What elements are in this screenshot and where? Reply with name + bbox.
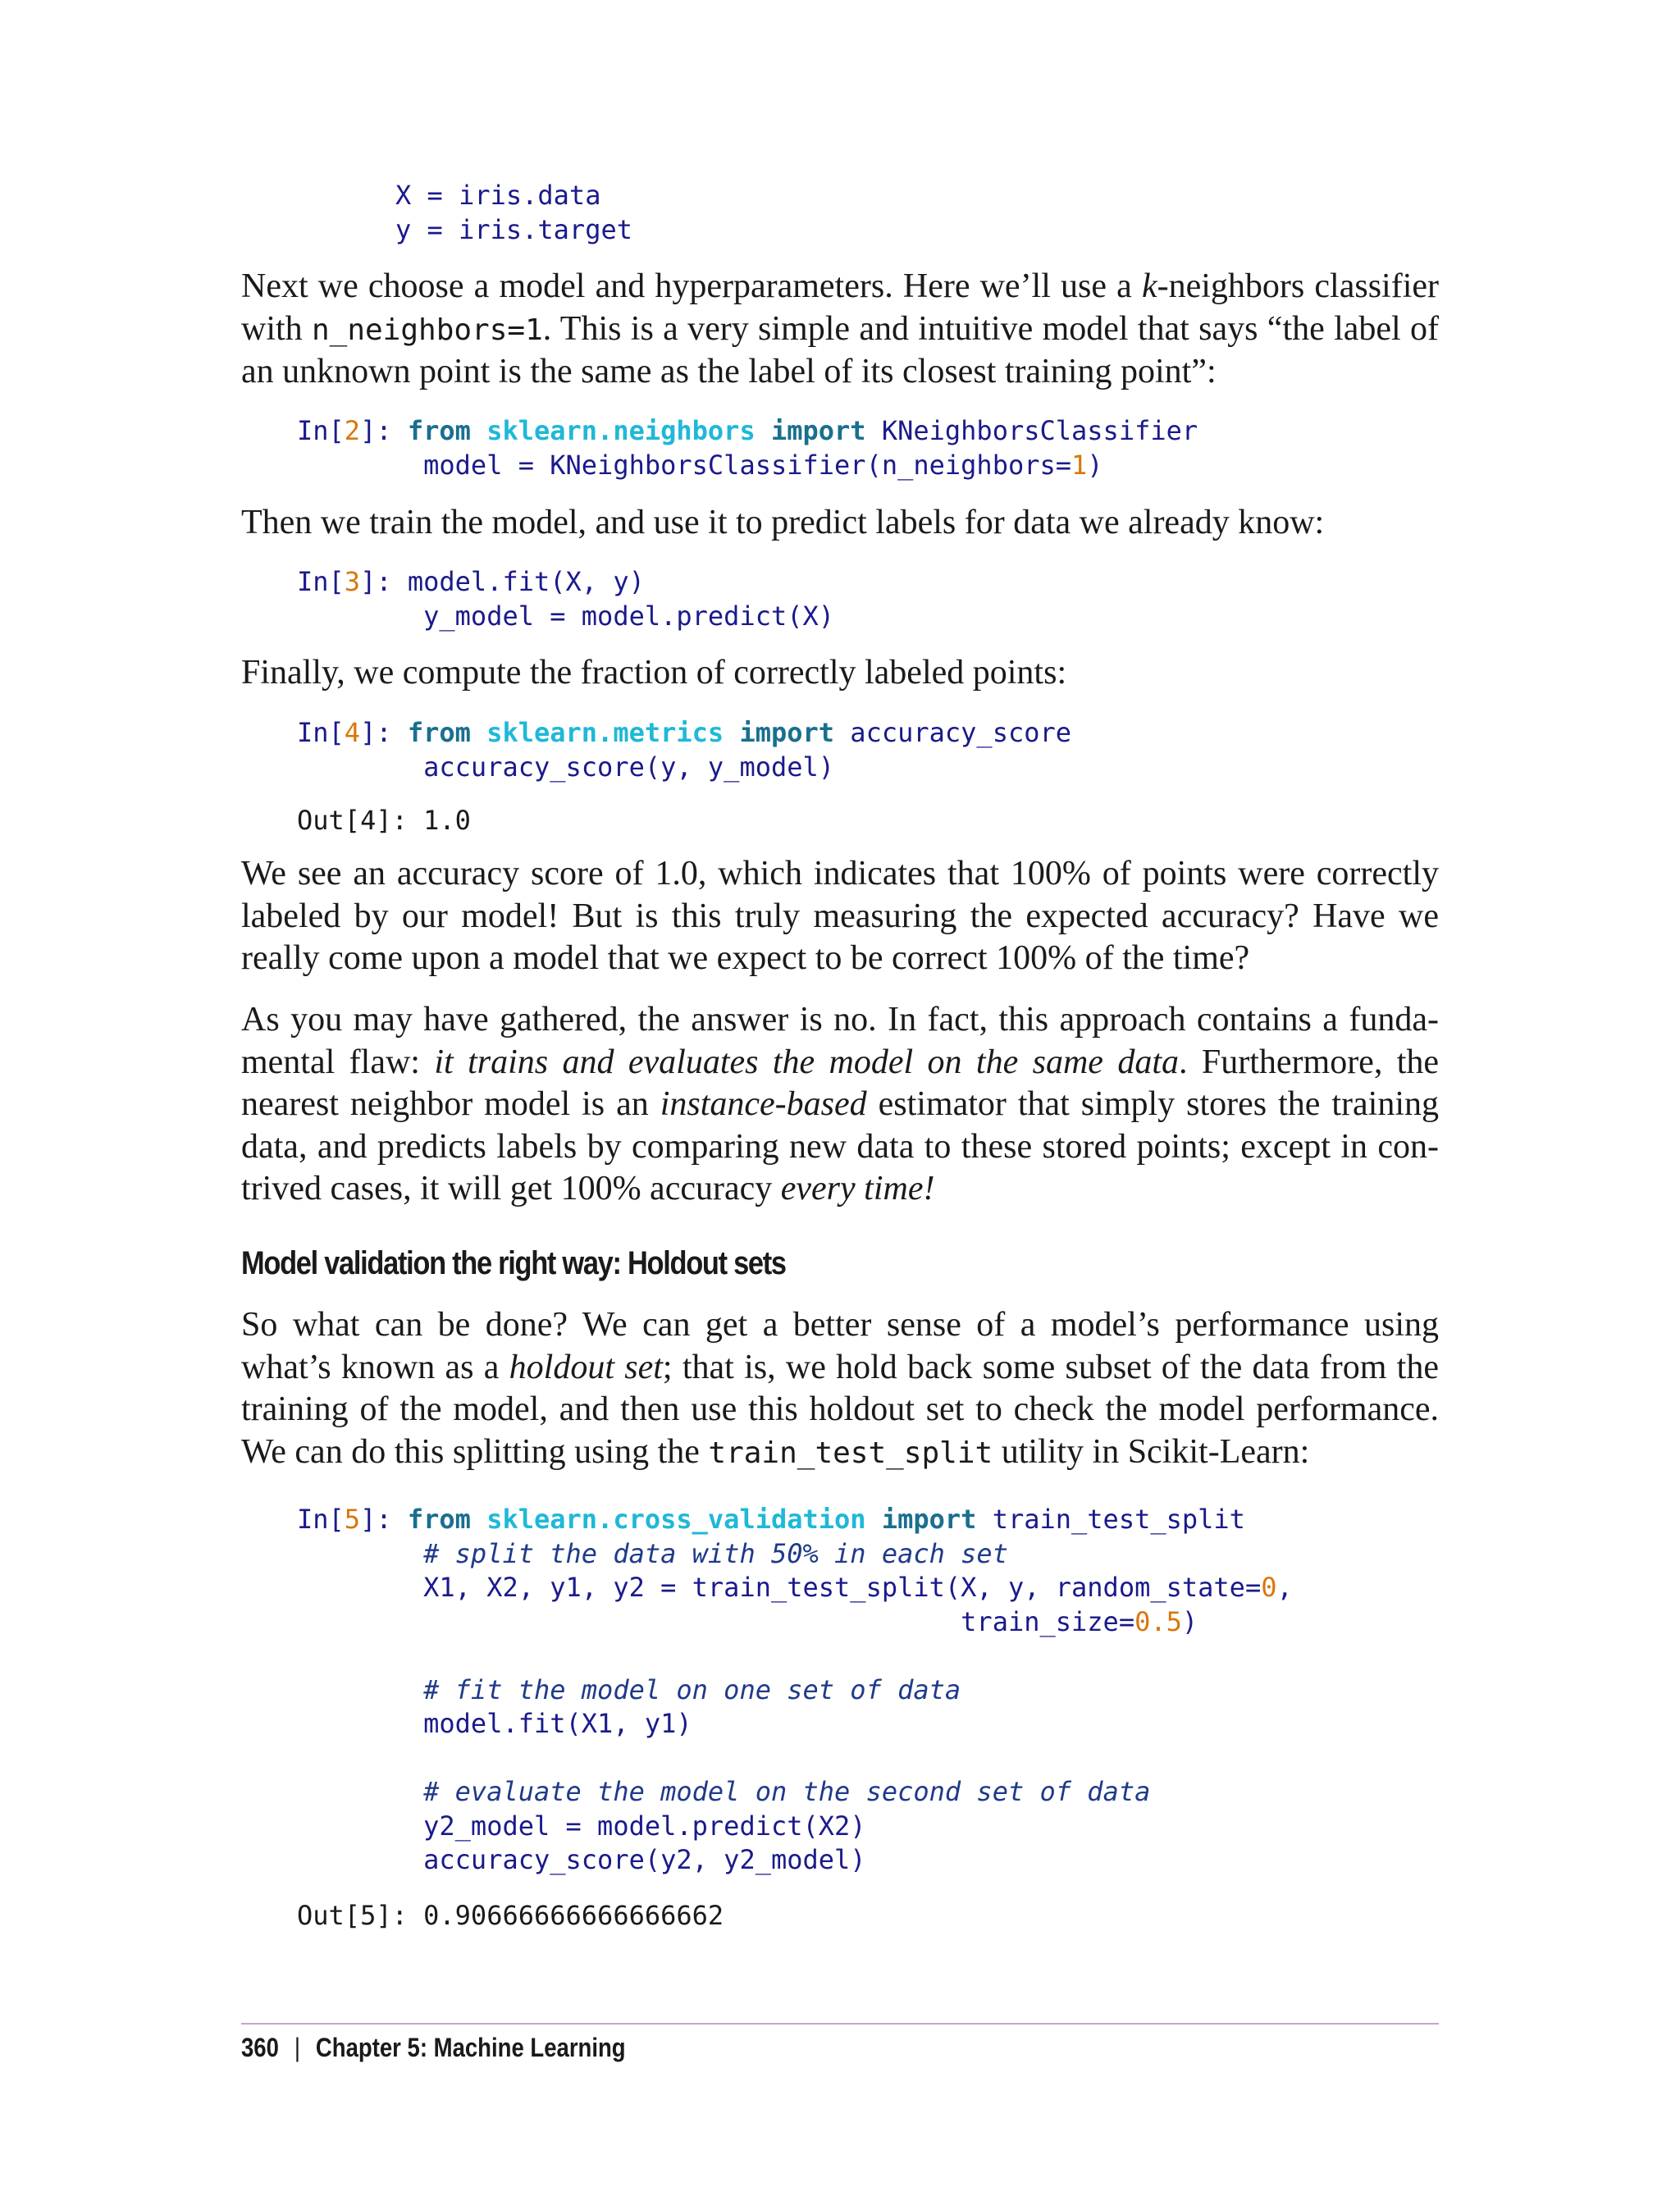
code-text: model.fit(X1, y1) bbox=[423, 1708, 692, 1739]
cell-number: 2 bbox=[344, 415, 361, 446]
italic-text: every time! bbox=[780, 1170, 935, 1208]
page-number: 360 bbox=[241, 2033, 279, 2062]
input-prompt: In[ bbox=[297, 415, 345, 446]
paragraph-choose-model bbox=[241, 266, 1439, 394]
code-line bbox=[297, 1707, 1293, 1742]
import-name: KNeighborsClassifier bbox=[881, 415, 1198, 446]
code-cell-3 bbox=[297, 565, 834, 633]
code-text: accuracy_score(y2, y2_model) bbox=[423, 1844, 866, 1875]
input-prompt-end: ]: bbox=[360, 1504, 408, 1535]
code-text: y_model = model.predict(X) bbox=[423, 600, 835, 632]
code-cell-5 bbox=[297, 1503, 1293, 1878]
code-line bbox=[297, 1810, 1293, 1844]
input-prompt: In[ bbox=[297, 1504, 345, 1535]
text-run: -neighbors classifier with bbox=[241, 267, 1439, 348]
code-line bbox=[297, 1571, 1293, 1605]
code-line bbox=[297, 1775, 1293, 1810]
code-comment: # split the data with 50% in each set bbox=[423, 1537, 1008, 1569]
code-cell-2 bbox=[297, 414, 1198, 482]
code-text: , bbox=[1276, 1572, 1293, 1603]
footer-rule bbox=[241, 2023, 1439, 2025]
paragraph-compute-fraction: Finally, we compute the fraction of correctly labeled points: bbox=[241, 654, 1067, 692]
code-text: X1, X2, y1, y2 = train_test_split(X, y, random_state= bbox=[423, 1572, 1262, 1603]
paragraph-holdout-set bbox=[241, 1304, 1439, 1474]
code-text: model = KNeighborsClassifier(n_neighbors= bbox=[423, 449, 1072, 481]
italic-text: k bbox=[1141, 267, 1157, 305]
footer-separator: | bbox=[294, 2033, 300, 2062]
code-number: 1 bbox=[1071, 449, 1088, 481]
text-run: . Furthermore, the nearest neighbor model is an bbox=[241, 1043, 1440, 1123]
code-line bbox=[297, 565, 834, 600]
code-line bbox=[297, 414, 1198, 449]
code-number: 0.5 bbox=[1134, 1605, 1182, 1637]
keyword: import bbox=[881, 1504, 977, 1535]
code-line: y = iris.target bbox=[395, 213, 632, 245]
input-prompt-end: ]: bbox=[360, 566, 408, 597]
paragraph-train-model: Then we train the model, and use it to predict labels for data we already know: bbox=[241, 504, 1325, 541]
text-run: So what can be done? We can get a better sense of a model’s performance using what’s known as a bbox=[241, 1306, 1439, 1386]
input-prompt-end: ]: bbox=[360, 717, 408, 748]
paragraph-fundamental-flaw bbox=[241, 999, 1439, 1211]
text-run: . This is a very simple and intuitive model that says “the label of an unknown point is the same as the label of its closest training point”: bbox=[241, 309, 1439, 390]
inline-code: train_test_split bbox=[708, 1436, 993, 1470]
code-line bbox=[297, 1503, 1293, 1537]
code-line bbox=[297, 1673, 1293, 1708]
code-block-iris-vars bbox=[395, 179, 632, 247]
code-text: ) bbox=[1181, 1605, 1198, 1637]
code-line bbox=[297, 751, 1071, 785]
keyword: import bbox=[739, 717, 835, 748]
inline-code: n_neighbors=1 bbox=[311, 313, 543, 347]
import-name: train_test_split bbox=[992, 1504, 1245, 1535]
text-run: Next we choose a model and hyperparameters. Here we’ll use a bbox=[241, 267, 1142, 305]
code-comment: # evaluate the model on the second set of data bbox=[423, 1776, 1151, 1807]
cell-number: 5 bbox=[344, 1504, 361, 1535]
code-line bbox=[297, 1605, 1293, 1640]
code-text: accuracy_score(y, y_model) bbox=[423, 751, 835, 783]
text-run: ; that is, we hold back some subset of the data from the training of the model, and then use this holdout set to check the model performance. We can do this splitting using the bbox=[241, 1348, 1439, 1471]
page-footer bbox=[241, 2033, 626, 2063]
import-name: accuracy_score bbox=[850, 717, 1072, 748]
text-run: utility in Scikit-Learn: bbox=[993, 1432, 1310, 1471]
code-line bbox=[297, 600, 834, 634]
code-cell-4 bbox=[297, 716, 1071, 784]
code-line: X = iris.data bbox=[395, 180, 601, 211]
italic-text: instance-based bbox=[660, 1085, 867, 1123]
text-run: As you may have gathered, the answer is no. In fact, this approach contains a fundamental flaw: bbox=[241, 1001, 1439, 1081]
code-text: model.fit(X, y) bbox=[407, 566, 645, 597]
code-blank-line bbox=[297, 1742, 1293, 1776]
code-line bbox=[297, 716, 1071, 751]
code-output-4: Out[4]: 1.0 bbox=[297, 805, 471, 836]
paragraph-accuracy-result: We see an accuracy score of 1.0, which indicates that 100% of points were correctly labeled by our model! But is this truly measuring the expected accuracy? Have we really come upon a model that we expect to be correct 100% of the time? bbox=[241, 855, 1439, 977]
keyword: from bbox=[407, 1504, 471, 1535]
cell-number: 3 bbox=[344, 566, 361, 597]
module-name: sklearn.neighbors bbox=[486, 415, 756, 446]
keyword: from bbox=[407, 717, 471, 748]
keyword: import bbox=[770, 415, 866, 446]
code-blank-line bbox=[297, 1639, 1293, 1673]
code-line bbox=[297, 1537, 1293, 1572]
keyword: from bbox=[407, 415, 471, 446]
input-prompt: In[ bbox=[297, 566, 345, 597]
input-prompt-end: ]: bbox=[360, 415, 408, 446]
code-text: ) bbox=[1087, 449, 1103, 481]
text-run: estimator that simply stores the training data, and predicts labels by comparing new data to these stored points; except in contrived cases, it will get 100% accuracy bbox=[241, 1085, 1439, 1208]
code-output-5: Out[5]: 0.90666666666666662 bbox=[297, 1900, 724, 1931]
code-text: y2_model = model.predict(X2) bbox=[423, 1810, 866, 1842]
italic-text: holdout set bbox=[509, 1348, 663, 1386]
code-line bbox=[297, 449, 1198, 483]
code-comment: # fit the model on one set of data bbox=[423, 1673, 961, 1705]
section-heading: Model validation the right way: Holdout sets bbox=[241, 1245, 786, 1281]
code-text: train_size= bbox=[961, 1605, 1135, 1637]
input-prompt: In[ bbox=[297, 717, 345, 748]
chapter-title: Chapter 5: Machine Learning bbox=[315, 2033, 626, 2062]
code-number: 0 bbox=[1261, 1572, 1277, 1603]
cell-number: 4 bbox=[344, 717, 361, 748]
module-name: sklearn.cross_validation bbox=[486, 1504, 866, 1535]
code-line bbox=[297, 1843, 1293, 1878]
italic-text: it trains and evaluates the model on the same data bbox=[434, 1043, 1179, 1081]
module-name: sklearn.metrics bbox=[486, 717, 724, 748]
